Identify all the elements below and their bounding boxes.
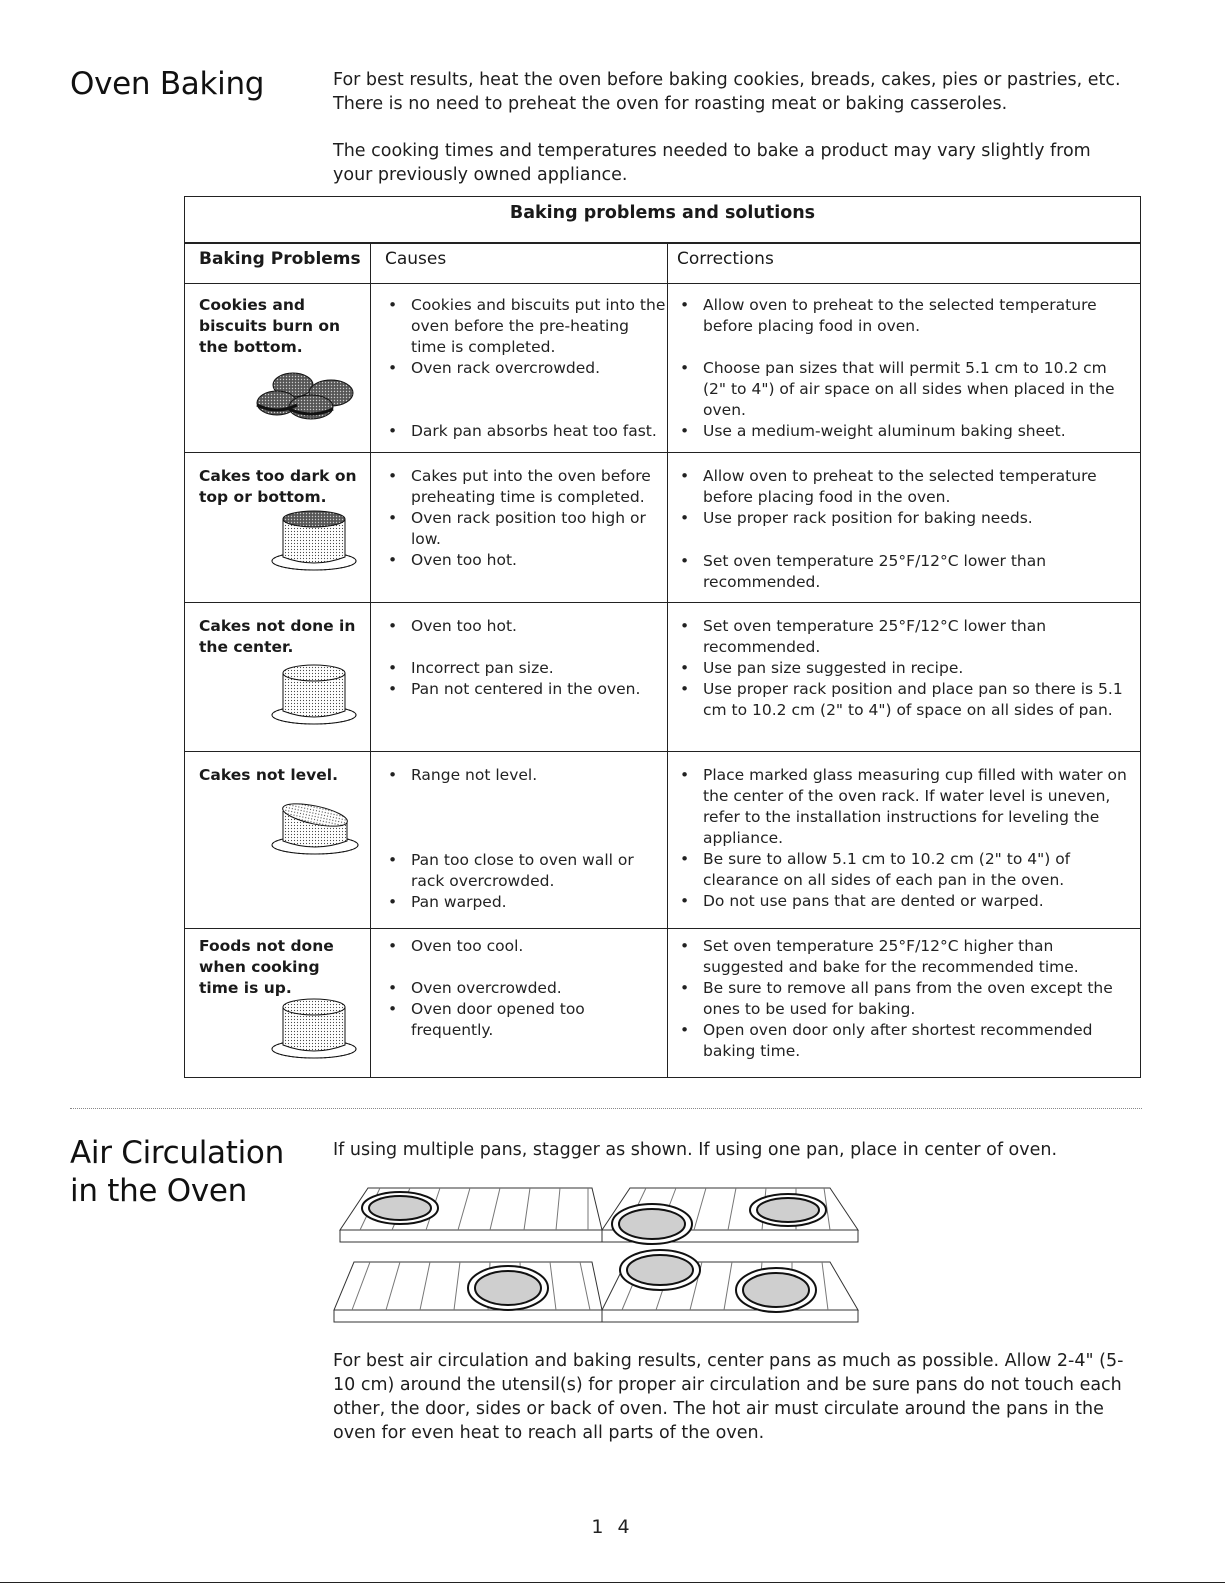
causes-list-row-2: [385, 466, 667, 571]
corrections-list-row-1b: [677, 358, 1127, 442]
causes-list-row-4: [385, 765, 667, 786]
air-circulation-intro: If using multiple pans, stagger as shown. If using one pan, place in center of oven.: [333, 1140, 1058, 1160]
cake-icon: [269, 997, 359, 1059]
row-divider: [185, 602, 1140, 603]
baking-problems-table: [184, 196, 1141, 1078]
table-title-divider: [185, 242, 1140, 244]
cause-item: • Oven too hot.: [385, 616, 667, 637]
causes-list-row-5: [385, 936, 667, 957]
corrections-list-row-4: [677, 765, 1127, 912]
cause-item: • Oven overcrowded.: [385, 978, 645, 999]
row-divider: [185, 751, 1140, 752]
corrections-list-row-3: [677, 616, 1127, 721]
cause-item: • Dark pan absorbs heat too fast.: [385, 421, 667, 442]
correction-item: • Be sure to remove all pans from the oven except the ones to be used for baking.: [677, 978, 1127, 1020]
correction-item: • Be sure to allow 5.1 cm to 10.2 cm (2" to 4") of clearance on all sides of each pan in the oven.: [677, 849, 1127, 891]
cause-item: • Cakes put into the oven before preheating time is completed.: [385, 466, 667, 508]
header-divider: [185, 283, 1140, 284]
problem-foods-not-done: Foods not done when cooking time is up.: [199, 937, 334, 997]
correction-item: • Use proper rack position and place pan so there is 5.1 cm to 10.2 cm (2" to 4") of space on all sides of pan.: [677, 679, 1127, 721]
correction-item: • Choose pan sizes that will permit 5.1 cm to 10.2 cm (2" to 4") of air space on all sides when placed in the oven.: [677, 358, 1127, 421]
cause-item: • Pan warped.: [385, 892, 667, 913]
corrections-list-row-2b: [677, 551, 1127, 593]
bottom-border: [0, 1582, 1225, 1583]
cause-item: • Oven door opened too frequently.: [385, 999, 645, 1041]
correction-item: • Set oven temperature 25°F/12°C lower than recommended.: [677, 551, 1127, 593]
correction-item: • Use a medium-weight aluminum baking sheet.: [677, 421, 1127, 442]
correction-item: • Set oven temperature 25°F/12°C higher than suggested and bake for the recommended time.: [677, 936, 1127, 978]
header-corrections: Corrections: [677, 249, 774, 269]
cause-item: • Oven too hot.: [385, 550, 667, 571]
header-baking-problems: Baking Problems: [199, 249, 361, 269]
page-number: 1 4: [591, 1516, 634, 1538]
oven-racks-with-pans-icon: [330, 1180, 870, 1330]
cause-item: • Oven rack overcrowded.: [385, 358, 667, 379]
cause-item: • Range not level.: [385, 765, 667, 786]
causes-list-row-3b: [385, 658, 667, 700]
problem-cookies-burn: Cookies and biscuits burn on the bottom.: [199, 296, 341, 356]
corrections-list-row-1: [677, 295, 1127, 337]
causes-list-row-1: [385, 295, 667, 379]
correction-item: • Place marked glass measuring cup filled with water on the center of the oven rack. If water level is uneven, refer to the installation instructions for leveling the appliance.: [677, 765, 1127, 849]
correction-item: • Use pan size suggested in recipe.: [677, 658, 1127, 679]
oven-baking-intro-1: For best results, heat the oven before baking cookies, breads, cakes, pies or pastries, etc. There is no need to preheat the oven for roasting meat or baking casseroles.: [333, 70, 1121, 114]
air-circulation-body: For best air circulation and baking results, center pans as much as possible. Allow 2-4" (5-10 cm) around the utensil(s) for proper air circulation and be sure pans do not touch each other, the door, sides or back of oven. The hot air must circulate around the pans in the oven for even heat to reach all parts of the oven.: [333, 1351, 1124, 1443]
correction-item: • Use proper rack position for baking needs.: [677, 508, 1127, 529]
correction-item: • Allow oven to preheat to the selected temperature before placing food in the oven.: [677, 466, 1127, 508]
oven-baking-title: Oven Baking: [70, 66, 265, 102]
row-divider: [185, 928, 1140, 929]
causes-list-row-4b: [385, 850, 667, 913]
problem-cakes-not-level: Cakes not level.: [199, 766, 338, 784]
tilted-cake-icon: [269, 797, 361, 857]
air-circulation-title-line-1: Air Circulation: [70, 1135, 284, 1171]
causes-list-row-3: [385, 616, 667, 637]
cause-item: • Incorrect pan size.: [385, 658, 667, 679]
cause-item: • Pan not centered in the oven.: [385, 679, 667, 700]
header-causes: Causes: [385, 249, 447, 269]
correction-item: • Set oven temperature 25°F/12°C lower than recommended.: [677, 616, 1127, 658]
cake-icon: [269, 663, 359, 725]
corrections-list-row-2: [677, 466, 1127, 529]
cookies-icon: [255, 369, 361, 421]
causes-list-row-5b: [385, 978, 645, 1041]
correction-item: • Allow oven to preheat to the selected temperature before placing food in oven.: [677, 295, 1127, 337]
problem-cakes-too-dark: Cakes too dark on top or bottom.: [199, 467, 357, 506]
oven-baking-intro-2: The cooking times and temperatures needed to bake a product may vary slightly from your previously owned appliance.: [333, 141, 1091, 185]
table-title: Baking problems and solutions: [509, 203, 816, 223]
cause-item: • Cookies and biscuits put into the oven before the pre-heating time is completed.: [385, 295, 667, 358]
cause-item: • Pan too close to oven wall or rack overcrowded.: [385, 850, 667, 892]
correction-item: • Open oven door only after shortest recommended baking time.: [677, 1020, 1127, 1062]
cause-item: • Oven too cool.: [385, 936, 667, 957]
column-divider: [667, 243, 668, 1077]
row-divider: [185, 452, 1140, 453]
correction-item: • Do not use pans that are dented or warped.: [677, 891, 1127, 912]
cause-item: • Oven rack position too high or low.: [385, 508, 667, 550]
problem-cakes-not-done: Cakes not done in the center.: [199, 617, 356, 656]
column-divider: [370, 243, 371, 1077]
cake-icon: [269, 509, 359, 571]
causes-list-row-1b: [385, 421, 667, 442]
section-divider: [70, 1108, 1142, 1109]
corrections-list-row-5: [677, 936, 1127, 1062]
air-circulation-title-line-2: in the Oven: [70, 1173, 248, 1209]
